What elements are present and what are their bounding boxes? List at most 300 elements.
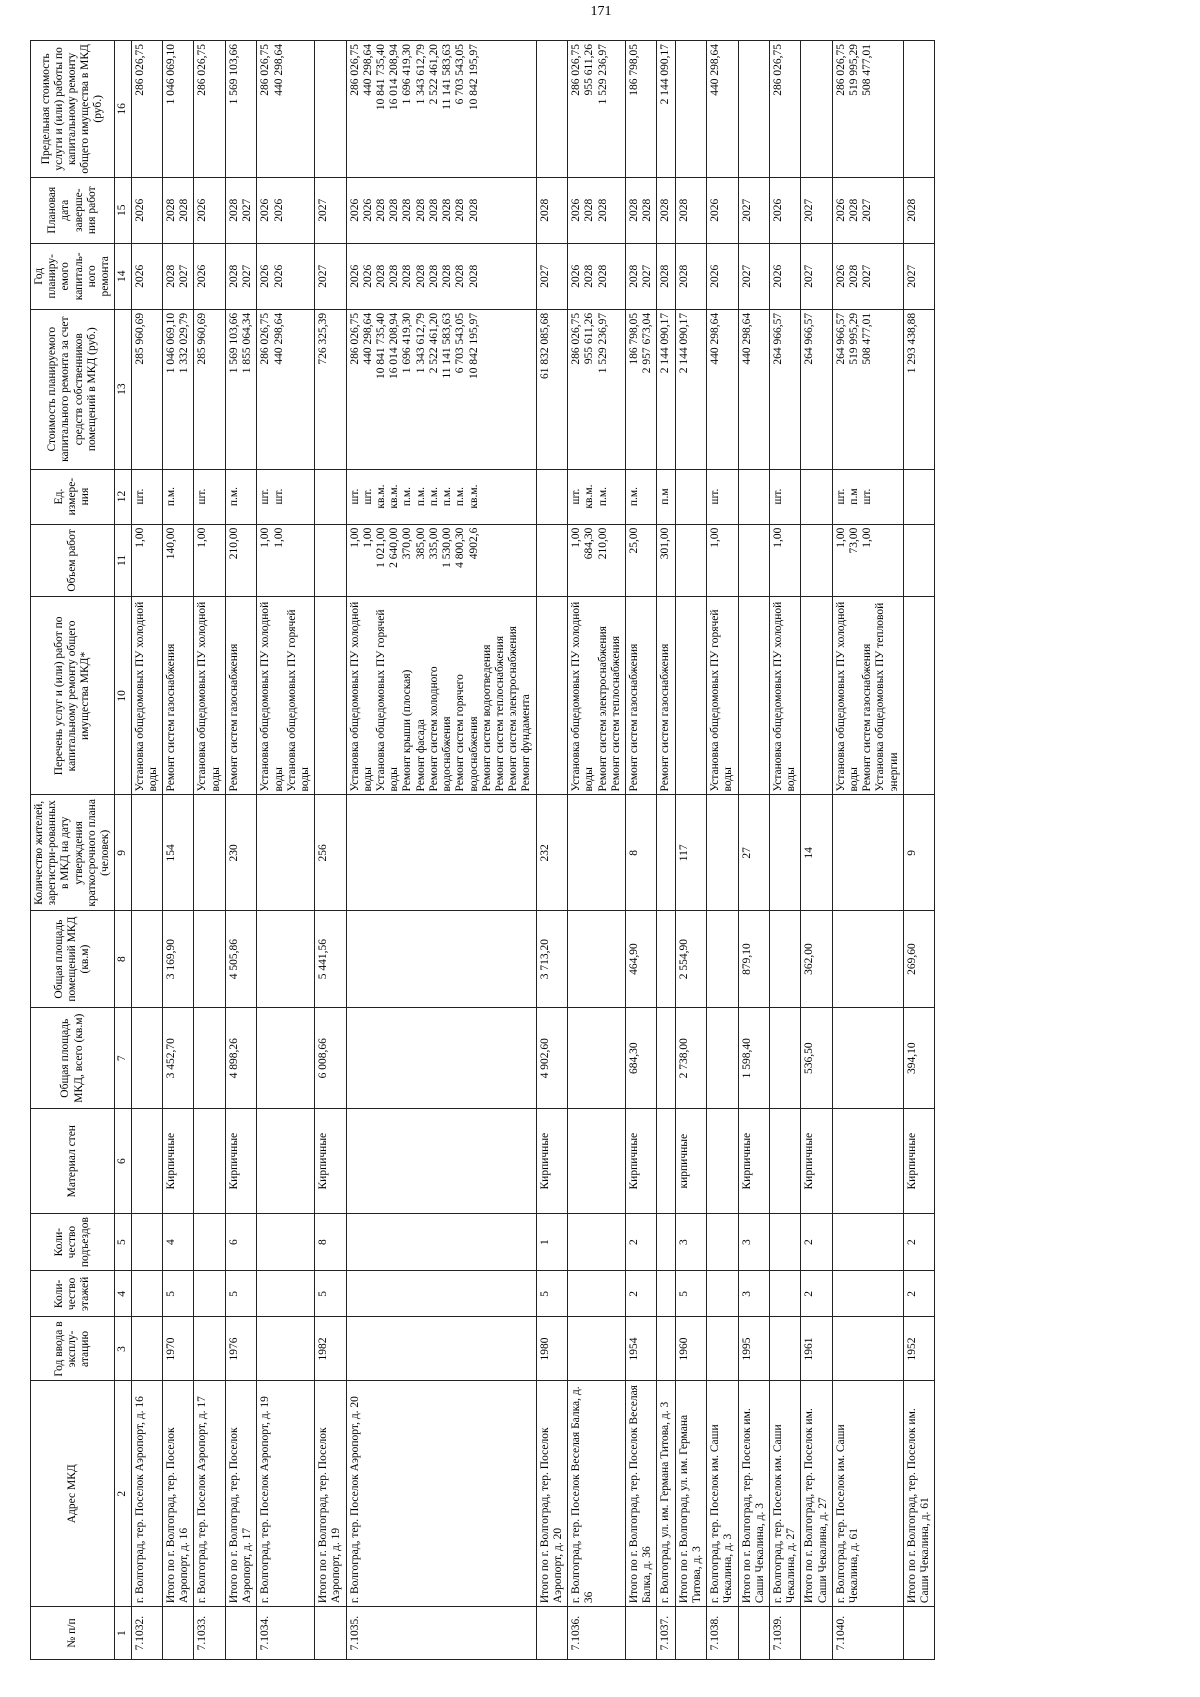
cost-line: 2 957 673,04 bbox=[641, 312, 654, 374]
header-cell: Коли-чество подъездов bbox=[31, 1213, 115, 1270]
year-cell bbox=[131, 1317, 162, 1381]
floors-cell bbox=[832, 1271, 903, 1317]
unit-line: шт. bbox=[259, 488, 272, 505]
header-cell: Плановая дата заверше-ния работ bbox=[31, 177, 115, 243]
residents-cell: 14 bbox=[801, 795, 832, 911]
repair-year-cell bbox=[225, 243, 256, 309]
premises-area-cell: 4 505,86 bbox=[225, 911, 256, 1008]
residents-cell bbox=[346, 795, 536, 911]
volume-cell bbox=[162, 524, 193, 597]
limit-cost-cell bbox=[738, 41, 769, 178]
repair-year-cell bbox=[801, 243, 832, 309]
limit-cost-cell bbox=[625, 41, 656, 178]
cost-line: 519 995,29 bbox=[848, 312, 861, 365]
volume-cell bbox=[257, 524, 315, 597]
repair-year-line: 2028 bbox=[388, 264, 401, 288]
unit-cell bbox=[162, 469, 193, 524]
due-date-line: 2028 bbox=[467, 198, 480, 222]
year-cell: 1952 bbox=[903, 1317, 934, 1381]
entrances-cell: 3 bbox=[738, 1213, 769, 1270]
volume-line: 73,00 bbox=[848, 527, 861, 554]
header-cell: Стоимость планируемого капитального ремонта за счет средств собственников помещений в МКД (руб.) bbox=[31, 309, 115, 469]
works-cell bbox=[675, 597, 706, 795]
repair-year-cell bbox=[162, 243, 193, 309]
cost-cell bbox=[707, 309, 738, 469]
unit-line: шт. bbox=[834, 488, 847, 505]
limit-cost-line: 11 141 583,63 bbox=[441, 44, 454, 110]
repair-year-cell bbox=[738, 243, 769, 309]
cost-line: 440 298,64 bbox=[272, 312, 285, 365]
due-date-line: 2028 bbox=[905, 198, 918, 222]
address-cell: Итого по г. Волгоград, тер. Поселок Веселая Балка, д. 36 bbox=[625, 1381, 656, 1607]
repair-year-line: 2027 bbox=[241, 264, 254, 288]
header-cell: Общая площадь МКД, всего (кв.м) bbox=[31, 1008, 115, 1109]
unit-line: кв.м. bbox=[583, 484, 596, 509]
limit-cost-cell bbox=[769, 41, 800, 178]
cost-cell bbox=[315, 309, 346, 469]
volume-cell bbox=[738, 524, 769, 597]
address-cell: г. Волгоград, ул. им. Германа Титова, д. 3 bbox=[657, 1381, 675, 1607]
header-cell: Предельная стоимость услуги и (или) работы по капитальному ремонту общего имущества в МКД (руб.) bbox=[31, 41, 115, 178]
cost-cell bbox=[832, 309, 903, 469]
address-cell: Итого по г. Волгоград, тер. Поселок Аэропорт, д. 20 bbox=[536, 1381, 567, 1607]
repair-year-line: 2028 bbox=[375, 264, 388, 288]
due-date-cell bbox=[225, 177, 256, 243]
unit-line: п.м. bbox=[427, 486, 440, 507]
volume-line: 4 800,30 bbox=[454, 527, 467, 568]
floors-cell bbox=[346, 1271, 536, 1317]
volume-cell bbox=[346, 524, 536, 597]
premises-area-cell: 5 441,56 bbox=[315, 911, 346, 1008]
entrances-cell: 1 bbox=[536, 1213, 567, 1270]
row-number-cell bbox=[162, 1607, 193, 1660]
table-row-total bbox=[625, 41, 656, 1660]
repair-year-line: 2027 bbox=[861, 264, 874, 288]
cost-line: 440 298,64 bbox=[361, 312, 374, 365]
year-cell bbox=[657, 1317, 675, 1381]
entrances-cell: 6 bbox=[225, 1213, 256, 1270]
floors-cell bbox=[769, 1271, 800, 1317]
unit-cell bbox=[832, 469, 903, 524]
repair-year-line: 2027 bbox=[178, 264, 191, 288]
due-date-line: 2028 bbox=[414, 198, 427, 222]
limit-cost-line: 955 611,26 bbox=[583, 44, 596, 96]
year-cell: 1982 bbox=[315, 1317, 346, 1381]
works-cell bbox=[707, 597, 738, 795]
due-date-line: 2028 bbox=[454, 198, 467, 222]
address-cell: Итого по г. Волгоград, тер. Поселок им. Саши Чекалина, д. 3 bbox=[738, 1381, 769, 1607]
works-line: Ремонт систем теплоснабжения bbox=[494, 635, 506, 792]
cost-cell bbox=[738, 309, 769, 469]
year-cell bbox=[769, 1317, 800, 1381]
volume-cell bbox=[707, 524, 738, 597]
limit-cost-line: 1 569 103,66 bbox=[227, 44, 240, 105]
year-cell: 1980 bbox=[536, 1317, 567, 1381]
due-date-cell bbox=[738, 177, 769, 243]
cost-line: 2 144 090,17 bbox=[659, 312, 672, 374]
repair-year-line: 2027 bbox=[538, 264, 551, 288]
works-cell bbox=[162, 597, 193, 795]
unit-line: п.м. bbox=[454, 486, 467, 507]
repair-year-cell bbox=[675, 243, 706, 309]
wall-material-cell: Кирпичные bbox=[903, 1109, 934, 1214]
total-area-cell: 394,10 bbox=[903, 1008, 934, 1109]
due-date-cell bbox=[315, 177, 346, 243]
year-cell: 1961 bbox=[801, 1317, 832, 1381]
due-date-cell bbox=[257, 177, 315, 243]
repair-year-cell bbox=[657, 243, 675, 309]
repair-year-cell bbox=[769, 243, 800, 309]
total-area-cell: 1 598,40 bbox=[738, 1008, 769, 1109]
cost-line: 508 477,01 bbox=[861, 312, 874, 365]
repair-year-line: 2028 bbox=[583, 264, 596, 288]
total-area-cell bbox=[194, 1008, 225, 1109]
entrances-cell bbox=[769, 1213, 800, 1270]
cost-line: 1 696 419,30 bbox=[401, 312, 414, 374]
repair-year-cell bbox=[346, 243, 536, 309]
volume-line: 1,00 bbox=[570, 527, 583, 548]
floors-cell: 2 bbox=[625, 1271, 656, 1317]
repair-year-line: 2028 bbox=[401, 264, 414, 288]
unit-cell bbox=[769, 469, 800, 524]
residents-cell: 9 bbox=[903, 795, 934, 911]
limit-cost-cell bbox=[346, 41, 536, 178]
repair-year-line: 2028 bbox=[414, 264, 427, 288]
floors-cell bbox=[568, 1271, 626, 1317]
unit-line: п.м. bbox=[627, 486, 640, 507]
works-line: Ремонт систем горячего водоснабжения bbox=[454, 674, 480, 792]
cost-line: 264 966,57 bbox=[834, 312, 847, 365]
due-date-line: 2028 bbox=[677, 198, 690, 222]
due-date-cell bbox=[162, 177, 193, 243]
works-line: Ремонт систем газоснабжения bbox=[627, 643, 640, 792]
address-cell: Итого по г. Волгоград, тер. Поселок им. Саши Чекалина, д. 27 bbox=[801, 1381, 832, 1607]
premises-area-cell: 3 169,90 bbox=[162, 911, 193, 1008]
volume-line: 335,00 bbox=[427, 527, 440, 560]
total-area-cell bbox=[257, 1008, 315, 1109]
table-row bbox=[769, 41, 800, 1660]
due-date-cell bbox=[346, 177, 536, 243]
floors-cell: 5 bbox=[536, 1271, 567, 1317]
volume-line: 4902,6 bbox=[467, 527, 480, 560]
wall-material-cell bbox=[257, 1109, 315, 1214]
residents-cell: 230 bbox=[225, 795, 256, 911]
row-number-cell: 7.1039. bbox=[769, 1607, 800, 1660]
address-cell: Итого по г. Волгоград, тер. Поселок Аэропорт, д. 17 bbox=[225, 1381, 256, 1607]
total-area-cell: 3 452,70 bbox=[162, 1008, 193, 1109]
unit-line: шт. bbox=[771, 488, 784, 505]
works-cell bbox=[131, 597, 162, 795]
cost-line: 285 960,69 bbox=[196, 312, 209, 365]
repair-year-cell bbox=[625, 243, 656, 309]
works-line: Ремонт крыши (плоская) bbox=[401, 669, 414, 792]
unit-line: п.м. bbox=[164, 486, 177, 507]
due-date-line: 2028 bbox=[427, 198, 440, 222]
repair-year-cell bbox=[568, 243, 626, 309]
address-cell: г. Волгоград, тер. Поселок им. Саши Чекалина, д. 61 bbox=[832, 1381, 903, 1607]
repair-year-line: 2026 bbox=[709, 264, 722, 288]
works-cell bbox=[315, 597, 346, 795]
limit-cost-line: 440 298,64 bbox=[361, 44, 374, 96]
repair-year-line: 2026 bbox=[361, 264, 374, 288]
row-number-cell bbox=[738, 1607, 769, 1660]
due-date-cell bbox=[675, 177, 706, 243]
cost-cell bbox=[568, 309, 626, 469]
limit-cost-cell bbox=[131, 41, 162, 178]
unit-cell bbox=[346, 469, 536, 524]
due-date-line: 2028 bbox=[388, 198, 401, 222]
due-date-line: 2026 bbox=[361, 198, 374, 222]
row-number-cell bbox=[625, 1607, 656, 1660]
repair-year-cell bbox=[315, 243, 346, 309]
works-line: Установка общедомовых ПУ холодной воды bbox=[570, 601, 596, 792]
works-cell bbox=[257, 597, 315, 795]
unit-line: п.м. bbox=[596, 486, 609, 507]
row-number-cell: 7.1038. bbox=[707, 1607, 738, 1660]
due-date-line: 2028 bbox=[583, 198, 596, 222]
column-number: 10 bbox=[115, 597, 131, 795]
repair-year-line: 2028 bbox=[848, 264, 861, 288]
due-date-line: 2026 bbox=[259, 198, 272, 222]
residents-cell: 232 bbox=[536, 795, 567, 911]
wall-material-cell: кирпичные bbox=[675, 1109, 706, 1214]
wall-material-cell bbox=[194, 1109, 225, 1214]
premises-area-cell bbox=[346, 911, 536, 1008]
year-cell: 1970 bbox=[162, 1317, 193, 1381]
limit-cost-line: 10 842 195,97 bbox=[467, 44, 480, 111]
cost-line: 1 046 069,10 bbox=[164, 312, 177, 374]
header-cell: Материал стен bbox=[31, 1109, 115, 1214]
total-area-cell bbox=[657, 1008, 675, 1109]
volume-line: 370,00 bbox=[401, 527, 414, 560]
repair-year-line: 2028 bbox=[659, 264, 672, 288]
volume-line: 2 640,00 bbox=[388, 527, 401, 568]
residents-cell bbox=[707, 795, 738, 911]
works-cell bbox=[657, 597, 675, 795]
wall-material-cell bbox=[769, 1109, 800, 1214]
residents-cell bbox=[769, 795, 800, 911]
unit-cell bbox=[738, 469, 769, 524]
works-line: Ремонт фундамента bbox=[520, 694, 533, 792]
row-number-cell: 7.1035. bbox=[346, 1607, 536, 1660]
address-cell: г. Волгоград, тер. Поселок Аэропорт, д. 17 bbox=[194, 1381, 225, 1607]
repair-year-line: 2027 bbox=[905, 264, 918, 288]
due-date-cell bbox=[801, 177, 832, 243]
cost-cell bbox=[657, 309, 675, 469]
cost-line: 286 026,75 bbox=[570, 312, 583, 365]
row-number-cell: 7.1036. bbox=[568, 1607, 626, 1660]
volume-line: 1,00 bbox=[272, 527, 285, 548]
cost-line: 186 798,05 bbox=[627, 312, 640, 365]
residents-cell bbox=[832, 795, 903, 911]
repair-year-line: 2028 bbox=[164, 264, 177, 288]
due-date-line: 2028 bbox=[538, 198, 551, 222]
unit-line: п.м bbox=[659, 488, 672, 505]
header-cell: Год планиру-емого капиталь-ного ремонта bbox=[31, 243, 115, 309]
row-number-cell: 7.1033. bbox=[194, 1607, 225, 1660]
due-date-line: 2028 bbox=[627, 198, 640, 222]
unit-line: п.м bbox=[848, 488, 861, 505]
cost-cell bbox=[903, 309, 934, 469]
table-row-total bbox=[536, 41, 567, 1660]
unit-cell bbox=[625, 469, 656, 524]
unit-cell bbox=[903, 469, 934, 524]
premises-area-cell: 3 713,20 bbox=[536, 911, 567, 1008]
works-line: Ремонт систем газоснабжения bbox=[164, 643, 177, 792]
entrances-cell bbox=[346, 1213, 536, 1270]
column-number: 6 bbox=[115, 1109, 131, 1214]
unit-cell bbox=[657, 469, 675, 524]
repair-year-cell bbox=[257, 243, 315, 309]
premises-area-cell: 269,60 bbox=[903, 911, 934, 1008]
unit-line: шт. bbox=[861, 488, 874, 505]
address-cell: г. Волгоград, тер. Поселок им. Саши Чекалина, д. 27 bbox=[769, 1381, 800, 1607]
volume-line: 140,00 bbox=[164, 527, 177, 560]
cost-line: 11 141 583,63 bbox=[441, 312, 454, 379]
page-number: 171 bbox=[590, 4, 612, 19]
works-line: Ремонт систем холодного водоснабжения bbox=[427, 666, 454, 792]
limit-cost-line: 286 026,75 bbox=[133, 44, 146, 96]
table-row-total bbox=[738, 41, 769, 1660]
works-cell bbox=[738, 597, 769, 795]
limit-cost-cell bbox=[568, 41, 626, 178]
due-date-line: 2028 bbox=[227, 198, 240, 222]
header-row bbox=[31, 41, 115, 1660]
works-cell bbox=[194, 597, 225, 795]
limit-cost-line: 1 046 069,10 bbox=[164, 44, 177, 105]
works-line: Ремонт систем газоснабжения bbox=[659, 643, 672, 792]
limit-cost-line: 6 703 543,05 bbox=[454, 44, 467, 105]
repair-year-line: 2026 bbox=[570, 264, 583, 288]
due-date-line: 2026 bbox=[771, 198, 784, 222]
limit-cost-cell bbox=[536, 41, 567, 178]
capital-repair-table bbox=[30, 40, 935, 1660]
floors-cell: 2 bbox=[801, 1271, 832, 1317]
entrances-cell: 3 bbox=[675, 1213, 706, 1270]
due-date-line: 2026 bbox=[570, 198, 583, 222]
wall-material-cell bbox=[657, 1109, 675, 1214]
entrances-cell: 2 bbox=[903, 1213, 934, 1270]
total-area-cell bbox=[346, 1008, 536, 1109]
volume-line: 1,00 bbox=[196, 527, 209, 548]
volume-line: 1,00 bbox=[834, 527, 847, 548]
address-cell: Итого по г. Волгоград, тер. Поселок им. Саши Чекалина, д. 61 bbox=[903, 1381, 934, 1607]
volume-cell bbox=[568, 524, 626, 597]
floors-cell: 5 bbox=[675, 1271, 706, 1317]
works-cell bbox=[903, 597, 934, 795]
header-cell: Коли-чество этажей bbox=[31, 1271, 115, 1317]
repair-year-cell bbox=[832, 243, 903, 309]
cost-line: 2 522 461,20 bbox=[427, 312, 440, 374]
due-date-line: 2027 bbox=[241, 198, 254, 222]
volume-line: 301,00 bbox=[659, 527, 672, 560]
premises-area-cell bbox=[769, 911, 800, 1008]
premises-area-cell bbox=[657, 911, 675, 1008]
volume-cell bbox=[769, 524, 800, 597]
repair-year-cell bbox=[131, 243, 162, 309]
header-cell: Перечень услуг и (или) работ по капитальному ремонту общего имущества МКД* bbox=[31, 597, 115, 795]
residents-cell bbox=[568, 795, 626, 911]
unit-cell bbox=[675, 469, 706, 524]
total-area-cell bbox=[769, 1008, 800, 1109]
cost-line: 1 529 236,97 bbox=[596, 312, 609, 374]
cost-line: 726 325,39 bbox=[317, 312, 330, 365]
volume-cell bbox=[675, 524, 706, 597]
volume-line: 210,00 bbox=[227, 527, 240, 560]
cost-line: 440 298,64 bbox=[709, 312, 722, 365]
limit-cost-cell bbox=[657, 41, 675, 178]
due-date-cell bbox=[194, 177, 225, 243]
repair-year-cell bbox=[536, 243, 567, 309]
due-date-line: 2026 bbox=[196, 198, 209, 222]
cost-line: 285 960,69 bbox=[133, 312, 146, 365]
unit-line: п.м. bbox=[401, 486, 414, 507]
wall-material-cell: Кирпичные bbox=[536, 1109, 567, 1214]
works-line: Ремонт систем электроснабжения bbox=[507, 626, 520, 792]
row-number-cell: 7.1040. bbox=[832, 1607, 903, 1660]
column-number: 9 bbox=[115, 795, 131, 911]
volume-cell bbox=[625, 524, 656, 597]
cost-line: 6 703 543,05 bbox=[454, 312, 467, 374]
year-cell: 1995 bbox=[738, 1317, 769, 1381]
total-area-cell: 684,30 bbox=[625, 1008, 656, 1109]
due-date-cell bbox=[832, 177, 903, 243]
volume-cell bbox=[832, 524, 903, 597]
limit-cost-line: 286 026,75 bbox=[259, 44, 272, 96]
unit-line: шт. bbox=[272, 488, 285, 505]
volume-line: 385,00 bbox=[414, 527, 427, 560]
due-date-line: 2027 bbox=[740, 198, 753, 222]
repair-year-line: 2028 bbox=[677, 264, 690, 288]
cost-line: 286 026,75 bbox=[348, 312, 361, 365]
volume-line: 1 530,00 bbox=[441, 527, 454, 568]
year-cell bbox=[832, 1317, 903, 1381]
works-line: Установка общедомовых ПУ горячей воды bbox=[709, 609, 735, 792]
row-number-cell bbox=[225, 1607, 256, 1660]
premises-area-cell bbox=[568, 911, 626, 1008]
column-number: 15 bbox=[115, 177, 131, 243]
floors-cell: 5 bbox=[162, 1271, 193, 1317]
limit-cost-line: 286 026,75 bbox=[348, 44, 361, 96]
due-date-line: 2026 bbox=[709, 198, 722, 222]
header-cell: Ед. измере-ния bbox=[31, 469, 115, 524]
cost-line: 264 966,57 bbox=[803, 312, 816, 365]
unit-cell bbox=[568, 469, 626, 524]
works-cell bbox=[801, 597, 832, 795]
limit-cost-line: 440 298,64 bbox=[272, 44, 285, 96]
cost-line: 10 842 195,97 bbox=[467, 312, 480, 379]
total-area-cell: 536,50 bbox=[801, 1008, 832, 1109]
row-number-cell: 7.1037. bbox=[657, 1607, 675, 1660]
repair-year-line: 2027 bbox=[641, 264, 654, 288]
table-body bbox=[131, 41, 935, 1660]
volume-line: 1,00 bbox=[259, 527, 272, 548]
limit-cost-cell bbox=[225, 41, 256, 178]
unit-cell bbox=[707, 469, 738, 524]
cost-line: 1 855 064,34 bbox=[241, 312, 254, 374]
works-line: Ремонт систем электроснабжения bbox=[596, 626, 609, 792]
table-row-total bbox=[801, 41, 832, 1660]
repair-year-line: 2028 bbox=[627, 264, 640, 288]
unit-line: шт. bbox=[348, 488, 361, 505]
works-line: Ремонт систем теплоснабжения bbox=[609, 635, 622, 792]
cost-line: 2 144 090,17 bbox=[677, 312, 690, 374]
repair-year-line: 2028 bbox=[596, 264, 609, 288]
due-date-line: 2028 bbox=[178, 198, 191, 222]
unit-cell bbox=[225, 469, 256, 524]
premises-area-cell bbox=[707, 911, 738, 1008]
cost-line: 264 966,57 bbox=[771, 312, 784, 365]
